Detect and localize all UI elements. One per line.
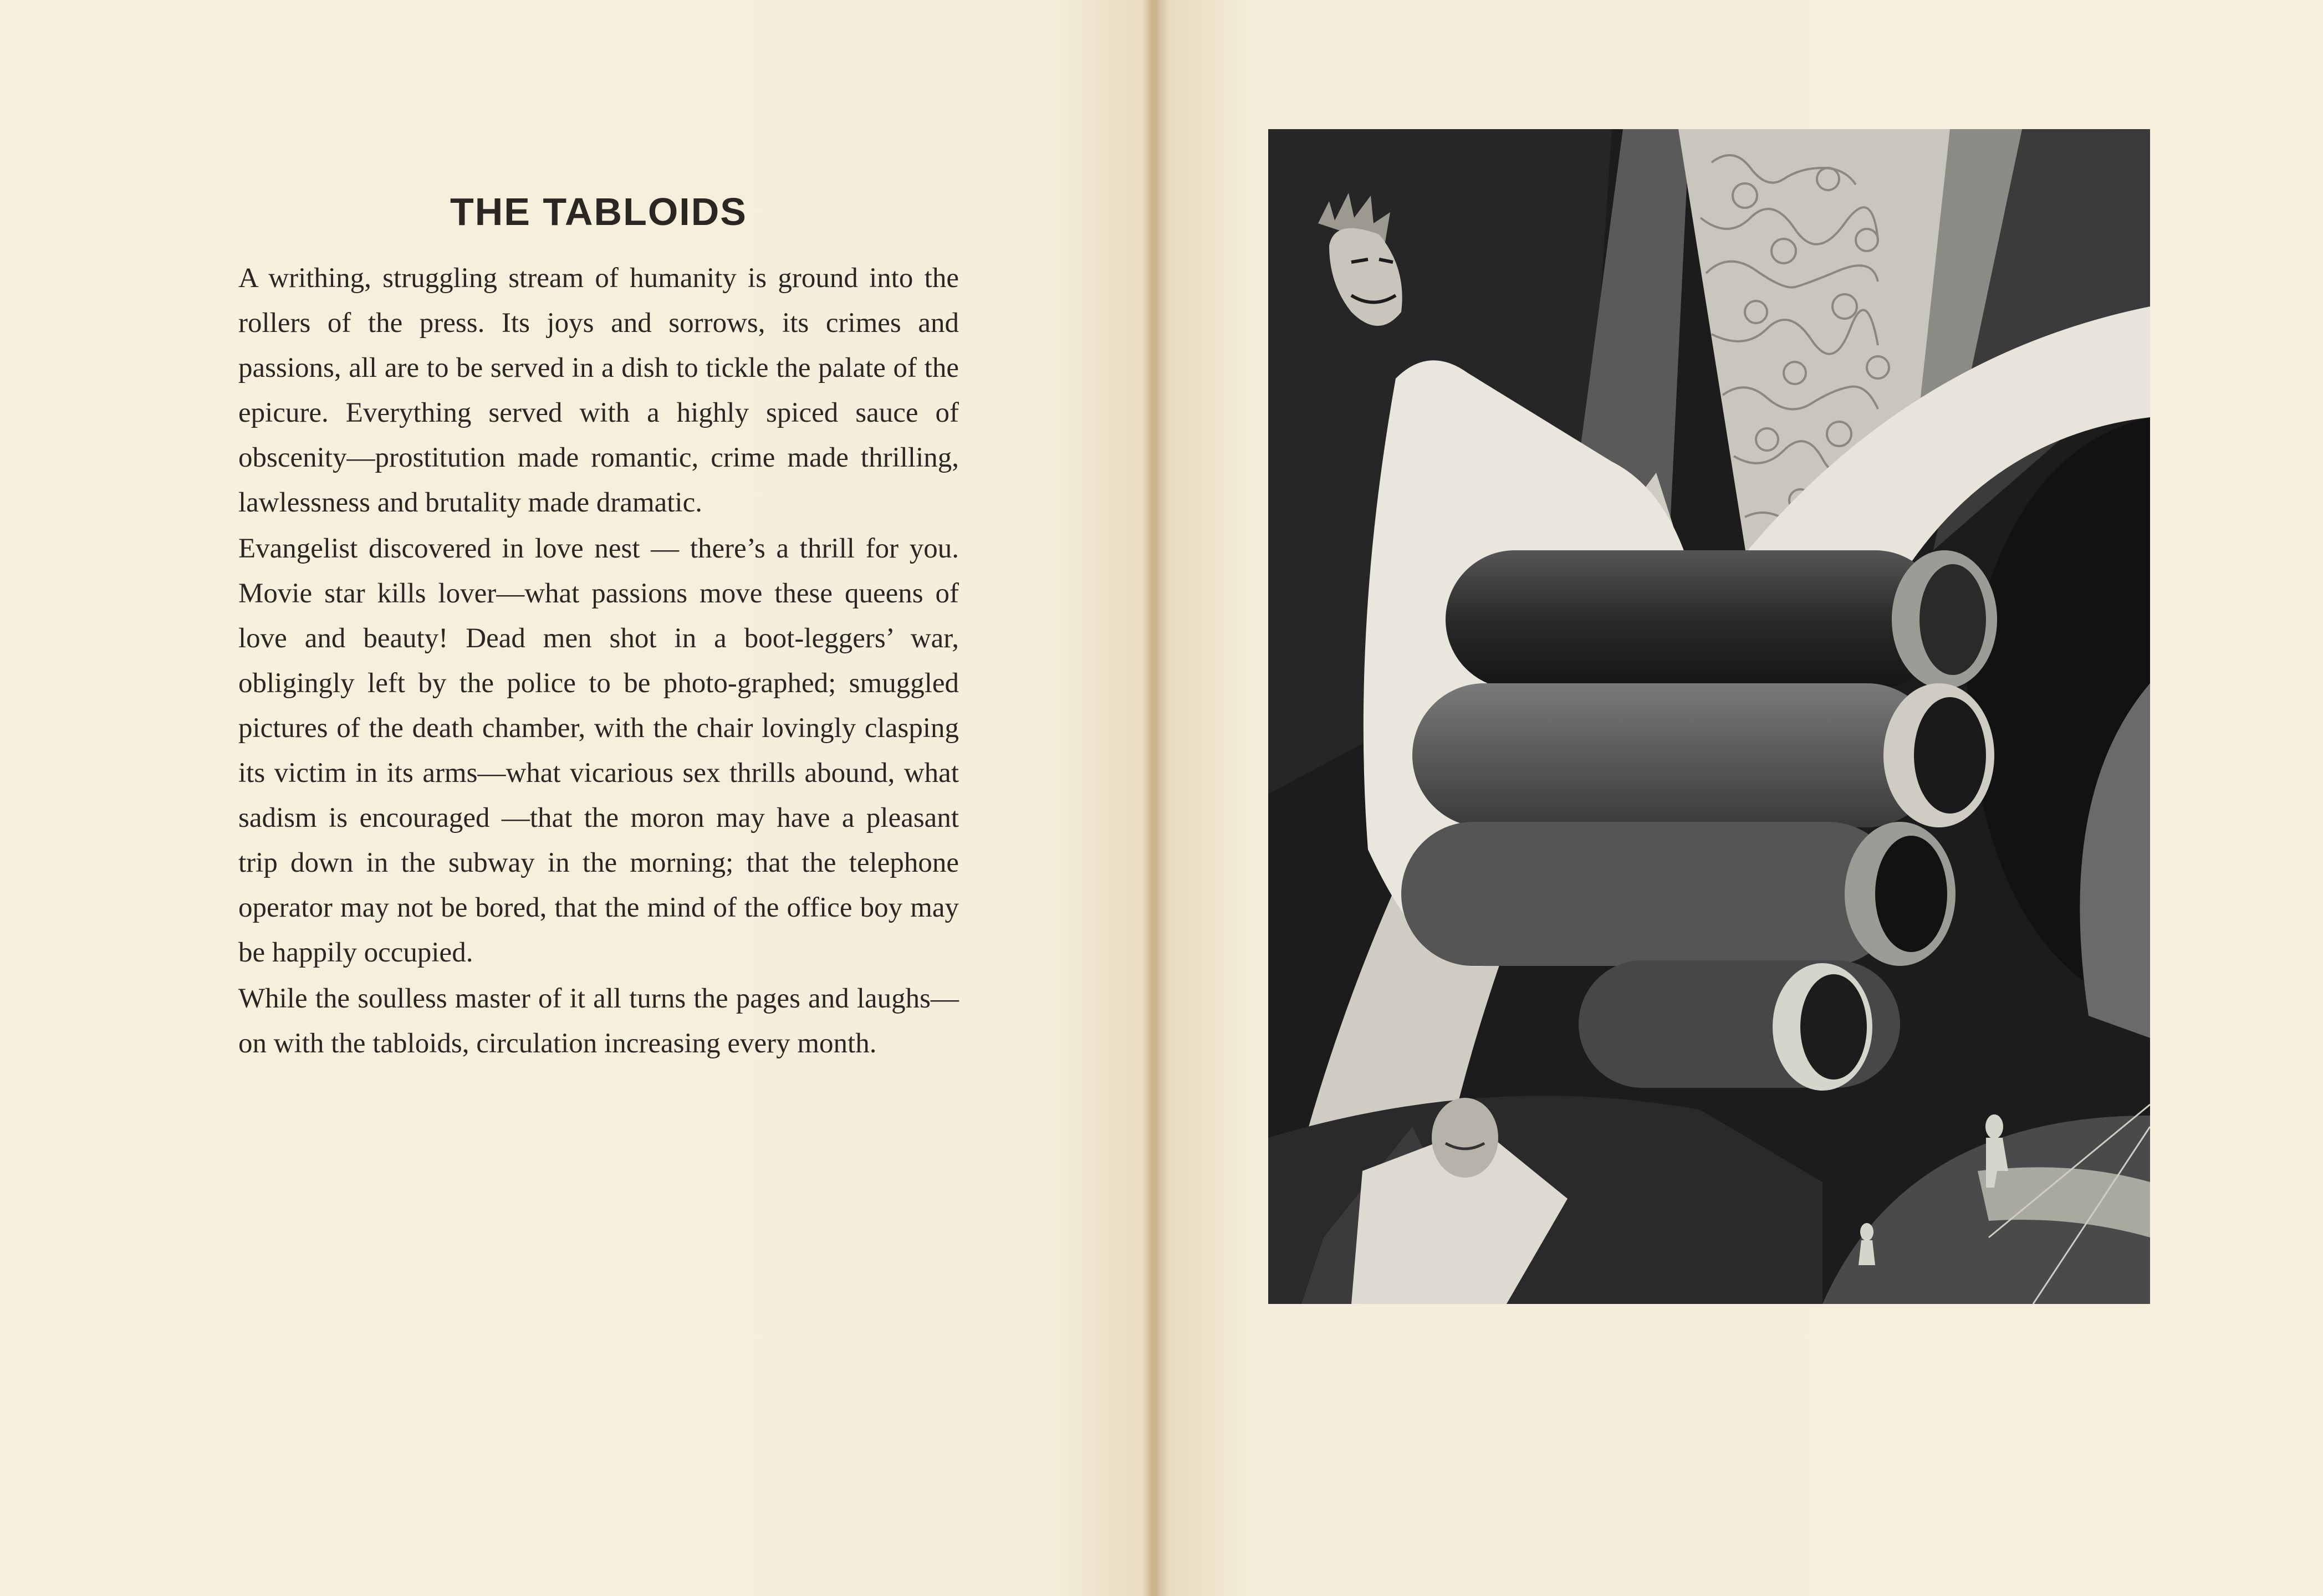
body-text — [238, 256, 959, 1066]
printing-press-illustration — [1268, 129, 2150, 1304]
paragraph-1: A writhing, struggling stream of humanity is ground into the rollers of the press. Its joys and sorrows, its crimes and passions, all are to be served in a dish to tickle the palate of the epicure. Everything served with a highly spiced sauce of obscenity—prostitution made romantic, crime made thrilling, lawlessness and brutality made dramatic. — [238, 263, 959, 518]
paragraph-2: Evangelist discovered in love nest — there’s a thrill for you. Movie star kills lover—what passions move these queens of love and beauty! Dead men shot in a boot-leggers’ war, obligingly left by the police to be photo-graphed; smuggled pictures of the death chamber, with the chair lovingly clasping its victim in its arms—what vicarious sex thrills abound, what sadism is encouraged —that the moron may have a pleasant trip down in the subway in the morning; that the telephone operator may not be bored, that the mind of the office boy may be happily occupied. — [238, 533, 959, 968]
paragraph-3: While the soulless master of it all turns the pages and laughs—on with the tabloids, circulation increasing every month. — [238, 983, 959, 1059]
roller-top — [1446, 550, 1944, 689]
roller-bottom — [1401, 822, 1900, 966]
page-title: THE TABLOIDS — [450, 190, 747, 233]
left-page — [0, 0, 1156, 1596]
master-head — [1432, 1098, 1498, 1178]
illustration-artwork — [1268, 129, 2150, 1304]
roller-middle — [1412, 683, 1939, 827]
